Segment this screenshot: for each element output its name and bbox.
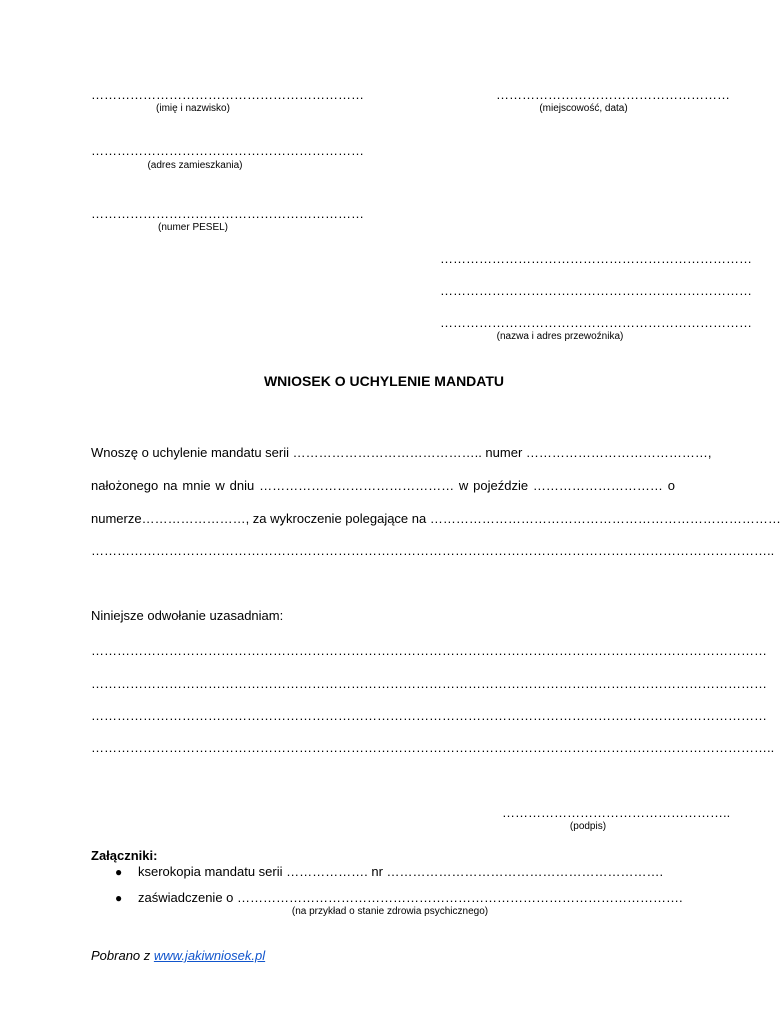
attachment-item-1: kserokopia mandatu serii ………………. nr ………………………………………………………. (138, 864, 664, 879)
carrier-caption: (nazwa i adres przewoźnika) (496, 331, 624, 342)
footer-prefix: Pobrano z (91, 948, 154, 963)
request-row-1: Wnoszę o uchylenie mandatu serii …………………………………….. numer ……………………………………, (91, 445, 712, 460)
address-line: ……………………………………………………… (91, 143, 364, 158)
justification-line-3: ………………………………………………………………………………………………………………………………………… (91, 708, 767, 723)
attachments-heading: Załączniki: (91, 848, 158, 863)
justification-heading: Niniejsze odwołanie uzasadniam: (91, 608, 284, 623)
request-row-3: numerze……………………, za wykroczenie polegające na ……………………………………………………………………… (91, 511, 781, 526)
justification-line-2: ………………………………………………………………………………………………………………………………………… (91, 676, 767, 691)
carrier-line-2: ……………………………………………………………… (440, 283, 752, 298)
request-row-2: nałożonego na mnie w dniu ……………………………………… w pojeździe ………………………… o (91, 478, 675, 493)
carrier-line-1: ……………………………………………………………… (440, 251, 752, 266)
attachment-item-2: zaświadczenie o …………………………………………………………………………………………. (138, 890, 683, 905)
justification-line-1: ………………………………………………………………………………………………………………………………………… (91, 643, 767, 658)
signature-caption: (podpis) (569, 821, 607, 832)
name-caption: (imię i nazwisko) (156, 103, 230, 114)
name-line: ……………………………………………………… (91, 87, 364, 102)
place-date-caption: (miejscowość, data) (539, 103, 628, 114)
bullet-icon: ● (115, 891, 123, 905)
pesel-caption: (numer PESEL) (157, 222, 229, 233)
address-caption: (adres zamieszkania) (147, 160, 243, 171)
attachment-item-2-caption: (na przykład o stanie zdrowia psychicznego) (291, 906, 489, 917)
footer-source (91, 948, 265, 963)
justification-line-4: ………………………………………………………………………………………………………………………………………….. (91, 740, 775, 755)
carrier-line-3: ……………………………………………………………… (440, 315, 752, 330)
bullet-icon: ● (115, 865, 123, 879)
place-date-line: ……………………………………………… (496, 87, 730, 102)
request-row-4: ………………………………………………………………………………………………………………………………………….. (91, 543, 775, 558)
footer-link[interactable]: www.jakiwniosek.pl (153, 948, 266, 963)
pesel-line: ……………………………………………………… (91, 206, 364, 221)
document-title: WNIOSEK O UCHYLENIE MANDATU (263, 373, 505, 389)
signature-line: …………………………………………….. (502, 805, 731, 820)
